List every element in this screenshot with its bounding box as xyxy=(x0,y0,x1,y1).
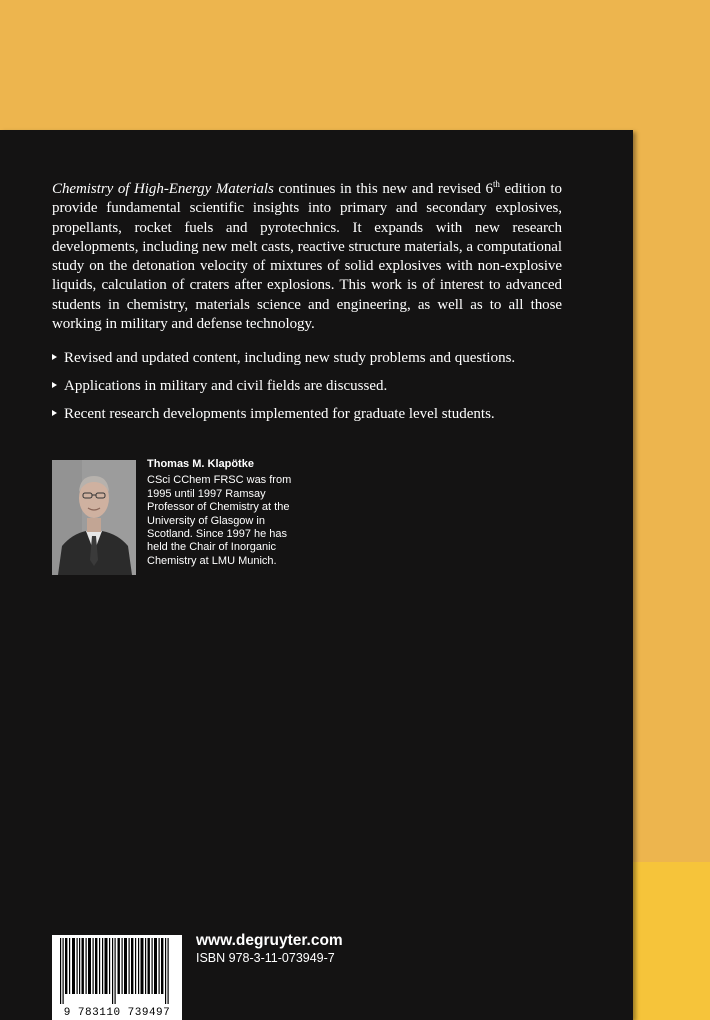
triangle-bullet-icon xyxy=(52,382,57,388)
list-item-text: Revised and updated content, including new study problems and questions. xyxy=(64,350,516,366)
barcode-icon xyxy=(52,938,182,1008)
author-bio xyxy=(147,458,307,568)
accent-strip xyxy=(633,862,710,1020)
book-title: Chemistry of High-Energy Materials xyxy=(52,181,274,197)
barcode-number: 9 783110 739497 xyxy=(63,1007,171,1019)
list-item xyxy=(52,405,592,424)
publisher-url[interactable]: www.degruyter.com xyxy=(196,932,343,949)
author-photo xyxy=(52,460,136,575)
triangle-bullet-icon xyxy=(52,354,57,360)
edition-superscript: th xyxy=(492,179,500,189)
triangle-bullet-icon xyxy=(52,410,57,416)
list-item xyxy=(52,377,592,396)
description-part-1: continues in this new and revised 6 xyxy=(273,181,493,197)
author-description: CSci CChem FRSC was from 1995 until 1997 Ramsay Professor of Chemistry at the University of Glasgow in Scotland. Since 1997 he has held the Chair of Inorganic Chemistry at LMU Munich. xyxy=(147,474,292,567)
barcode xyxy=(52,935,182,1020)
list-item xyxy=(52,349,592,368)
description-part-2: edition to provide fundamental scientific insights into primary and secondary explosives, propellants, rocket fuels and pyrotechnics. It expands with new research developments, including new melt casts, reactive structure materials, a computational study on the detonation velocity of mixtures of solid explosives with non-explosive liquids, calculation of craters after explosions. This work is of interest to advanced students in chemistry, materials science and engineering, as well as to all those working in military and defense technology. xyxy=(52,181,563,333)
book-description xyxy=(52,180,562,334)
list-item-text: Recent research developments implemented for graduate level students. xyxy=(64,406,495,422)
feature-list xyxy=(52,349,592,433)
author-portrait-icon xyxy=(52,460,136,575)
isbn: ISBN 978-3-11-073949-7 xyxy=(196,951,335,965)
list-item-text: Applications in military and civil fields are discussed. xyxy=(64,378,388,394)
author-name: Thomas M. Klapötke xyxy=(147,458,254,470)
